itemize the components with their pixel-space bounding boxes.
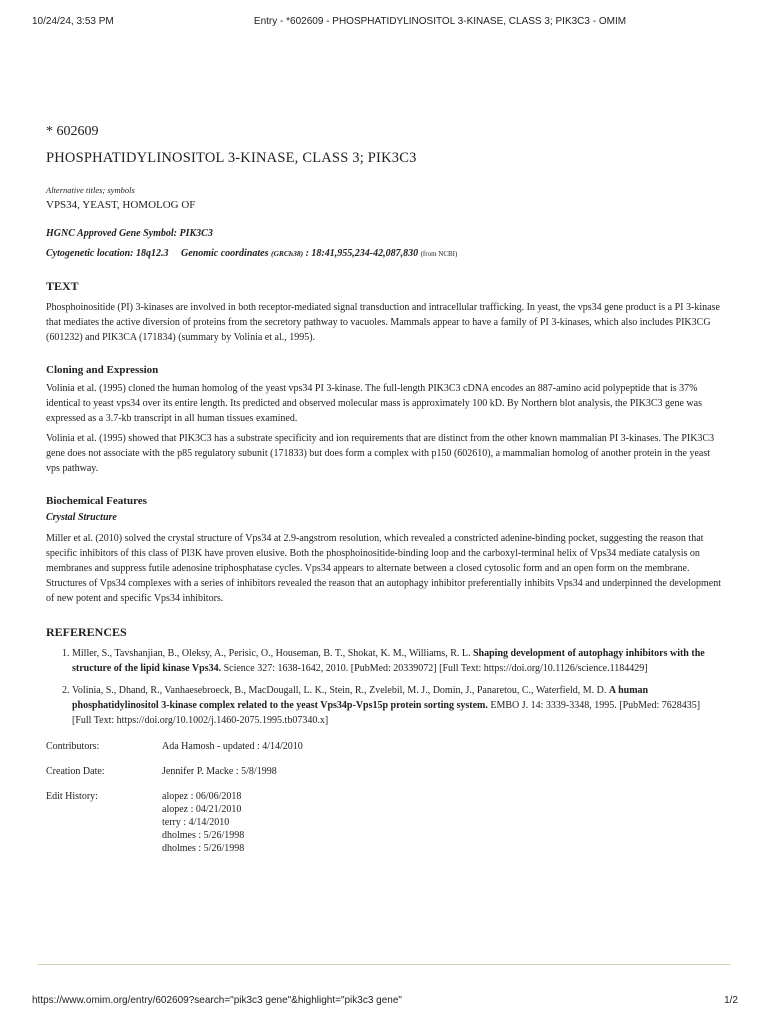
contributors-value: Ada Hamosh - updated : 4/14/2010: [162, 741, 303, 752]
page-number: 1/2: [724, 995, 738, 1006]
cytogenetic-location-link[interactable]: 18q12.3: [136, 248, 169, 259]
biochemical-heading: Biochemical Features: [46, 495, 147, 507]
creation-date-value: Jennifer P. Macke : 5/8/1998: [162, 766, 277, 777]
reference-authors: Miller, S., Tavshanjian, B., Oleksy, A., Perisic, O., Houseman, B. T., Shokat, K. M., Williams, R. L.: [72, 648, 471, 659]
biochemical-paragraph: Miller et al. (2010) solved the crystal structure of Vps34 at 2.9-angstrom resolution, which revealed a constricted adenine-binding pocket, suggesting the reason that specific inhibitors of this class of PI3K have proven elusive. Both the phosphoinositide-binding loop and the carboxyl-terminal helix of Vps34 mediate catalysis on membranes and suppress futile adenosine triphosphatase cycles. Vps34 appears to alternate between a closed cytosolic form and an open form on the membrane. Structures of Vps34 complexes with a series of inhibitors revealed the reason that an autophagy inhibitor preferentially inhibits Vps34 and underpinned the development of new potent and specific Vps34 inhibitors.: [46, 533, 722, 604]
genome-build: (GRCh38): [271, 249, 304, 258]
print-footer: [32, 995, 738, 1009]
crystal-structure-subheading: Crystal Structure: [46, 512, 117, 523]
alternative-titles-label: Alternative titles; symbols: [46, 185, 135, 195]
reference-authors: Volinia, S., Dhand, R., Vanhaesebroeck, B., MacDougall, L. K., Stein, R., Zvelebil, M. J., Domin, J., Panaretou, C., Waterfield, M. D.: [72, 685, 607, 696]
hgnc-symbol-line: [46, 228, 722, 239]
alternative-title: VPS34, YEAST, HOMOLOG OF: [46, 199, 196, 211]
print-datetime: 10/24/24, 3:53 PM: [32, 16, 114, 27]
entry-title: PHOSPHATIDYLINOSITOL 3-KINASE, CLASS 3; PIK3C3: [46, 150, 417, 166]
edit-history-list: [162, 790, 244, 855]
edit-history-entry: alopez : 04/21/2010: [162, 804, 242, 815]
text-paragraph: Phosphoinositide (PI) 3-kinases are involved in both receptor-mediated signal transduction and intracellular trafficking. In yeast, the vps34 gene product is a PI 3-kinase that mediates the active diversion of proteins from the secretory pathway to vacuoles. Mammals appear to have a family of PI 3-kinases, which also includes PIK3CG (601232) and PIK3CA (171834) (summary by Volinia et al., 1995).: [46, 302, 720, 343]
cytogenetic-line: [46, 248, 722, 259]
references-list: [46, 646, 722, 728]
genomic-coordinates-link[interactable]: : 18:41,955,234-42,087,830: [305, 248, 419, 259]
genomic-source: (from NCBI): [420, 250, 458, 258]
reference-citation[interactable]: Science 327: 1638-1642, 2010. [PubMed: 20339072] [Full Text: https://doi.org/10.1126/science.1184429]: [223, 663, 648, 674]
print-url: https://www.omim.org/entry/602609?search="pik3c3 gene"&highlight="pik3c3 gene": [32, 995, 402, 1006]
print-page-title: Entry - *602609 - PHOSPHATIDYLINOSITOL 3-KINASE, CLASS 3; PIK3C3 - OMIM: [253, 16, 627, 27]
cloning-paragraph: Volinia et al. (1995) cloned the human homolog of the yeast vps34 PI 3-kinase. The full-length PIK3C3 cDNA encodes an 887-amino acid polypeptide that is 37% identical to yeast vps34 over its entire length. Its predicted and observed molecular mass is approximately 100 kD. By Northern blot analysis, the PIK3C3 gene was expressed as a 3.7-kb transcript in all human tissues examined.: [46, 383, 702, 424]
edit-history-label: Edit History:: [46, 791, 98, 802]
creation-date-row: [46, 765, 722, 778]
cloning-paragraph: Volinia et al. (1995) showed that PIK3C3 has a substrate specificity and ion requirements that are distinct from the other known mammalian PI 3-kinases. The PIK3C3 gene does not associate with the p85 regulatory subunit (171833) but does form a complex with p150 (602610), a mammalian homolog of another protein in the yeast vps pathway.: [46, 433, 715, 474]
entry-content: [46, 124, 722, 867]
contributors-row: [46, 740, 722, 753]
references-heading: REFERENCES: [46, 625, 127, 639]
edit-history-entry: dholmes : 5/26/1998: [162, 843, 245, 854]
cloning-heading: Cloning and Expression: [46, 364, 159, 376]
reference-item: [72, 646, 722, 676]
edit-history-entry: terry : 4/14/2010: [162, 817, 230, 828]
edit-history-entry: alopez : 06/06/2018: [162, 791, 242, 802]
print-header: [32, 16, 738, 30]
reference-title: A human phosphatidylinositol 3-kinase complex related to the yeast Vps34p-Vps15p protein sorting system.: [72, 685, 649, 711]
footer-divider: [38, 964, 730, 965]
edit-history-row: [46, 790, 722, 855]
reference-title: Shaping development of autophagy inhibitors with the structure of the lipid kinase Vps34.: [72, 648, 705, 674]
contributors-label: Contributors:: [46, 741, 100, 752]
text-heading: TEXT: [46, 279, 79, 293]
creation-date-label: Creation Date:: [46, 766, 105, 777]
cytogenetic-label: Cytogenetic location:: [46, 248, 134, 259]
genomic-coordinates-label: Genomic coordinates: [181, 248, 269, 259]
reference-item: [72, 683, 722, 728]
hgnc-label: HGNC Approved Gene Symbol:: [46, 228, 178, 239]
hgnc-symbol-link[interactable]: PIK3C3: [179, 228, 213, 239]
edit-history-entry: dholmes : 5/26/1998: [162, 830, 245, 841]
reference-citation[interactable]: EMBO J. 14: 3339-3348, 1995. [PubMed: 7628435] [Full Text: https://doi.org/10.1002/j.1460-2075.1995.tb07340.x]: [72, 700, 701, 726]
mim-number: * 602609: [46, 124, 99, 139]
